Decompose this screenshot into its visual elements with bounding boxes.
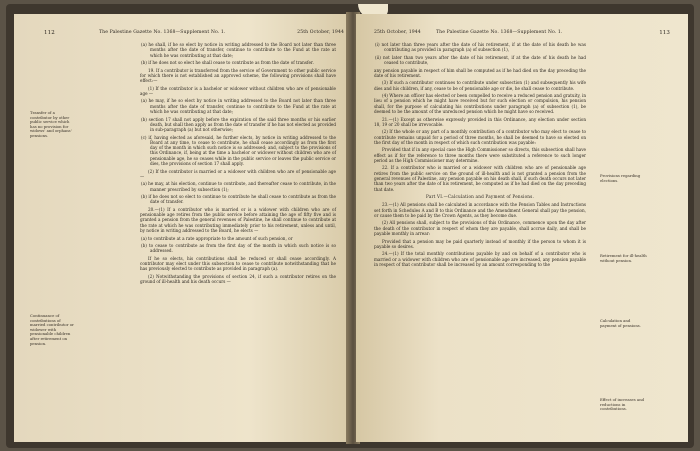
paragraph: (b) if he does not so elect he shall cease to contribute as from the date of transfer.: [141, 60, 314, 66]
right-margin-note-2: Retirement for ill-health without pension.: [600, 253, 647, 263]
paragraph: 23.—(1) All pensions shall be calculated in accordance with the Pension Tables and Instructions set forth in Schedules A and B to this Ordinance and the Amendment General shall pay the pension, or cause them to be paid by the Crown Agents, as they become due.: [374, 202, 586, 218]
paragraph: (1) If the contributor is a bachelor or widower without children who are of pensionable age —: [140, 85, 336, 96]
paragraph: 20.—(1) If a contributor who is married or is a widower with children who are of pensionable age retires from the public service before attaining the age of fifty five and is granted a pension from the general revenues of Palestine, he shall continue to contribute at the rate at which he was contributing immediately prior to his retirement, unless and until, by notice in writing addressed to the Board, he elects —: [140, 206, 336, 234]
left-margin-note-1: Transfer of a contributor by other public service which has no provision for widows' and orphans' pensions.: [30, 110, 72, 138]
paragraph: If he so elects, his contributions shall be reduced or shall cease accordingly. A contributor may elect under this subsection to cease to contribute notwithstanding that he has previously elected to contribute as provided in paragraph (a).: [140, 255, 336, 272]
paragraph: (ii) not later than two years after the date of his retirement, if at the date of his death he had ceased to contribute,: [375, 54, 586, 66]
paragraph: 19. If a contributor is transferred from the service of Government to other public service for which there is not established an approved scheme, the following provisions shall have effect:—: [140, 67, 336, 84]
left-body-text: [140, 42, 336, 287]
paragraph: (a) he may, if he so elect by notice in writing addressed to the Board not later than three months after the date of transfer, continue to contribute to the Fund at the rate at which he was contributing at that date;: [141, 98, 336, 115]
paragraph: 21.—(1) Except as otherwise expressly provided in this Ordinance, any election under section 18, 19 or 20 shall be irrevocable.: [374, 116, 586, 127]
paragraph: (i) not later than three years after the date of his retirement, if at the date of his death he was contributing as provided in paragraph (a) of subsection (1),: [375, 42, 586, 53]
left-header: [44, 30, 344, 36]
left-date: 25th October, 1944: [297, 30, 344, 35]
paragraph: (2) Notwithstanding the provisions of section 24, if such a contributor retires on the ground of ill-health and his death occurs —: [140, 273, 336, 285]
book-spread: [6, 4, 694, 448]
paragraph: (c) if, having elected as aforesaid, he further elects, by notice in writing addressed to the Board at any time, to cease to contribute, he shall cease accordingly as from the first day of the month in which such notice is so addressed; and, subject to the provisions of this Ordinance, if, being at the time a bachelor or widower without children who are of pensionable age, he so ceases while in the public service or leaves the public service or dies, the provisions of section 17 shall apply.: [141, 134, 336, 167]
paragraph: (a) he shall, if he so elect by notice in writing addressed to the Board not later than three months after the date of transfer, continue to contribute to the Fund at the rate at which he was contributing at that date;: [141, 42, 336, 58]
paragraph: (a) he may, at his election, continue to contribute, and thereafter cease to contribute, in the manner prescribed by subsection (1);: [141, 181, 336, 192]
paragraph: 22. If a contributor who is married or a widower with children who are of pensionable age retires from the public service on the ground of ill-health and is not granted a pension from the general revenues of Palestine, any pension payable on his death shall, if such death occurs not later than two years after the date of his retirement, be computed as if he had died on the day preceding that date.: [374, 165, 586, 192]
left-margin-note-2: Continuance of contributions of married contributor or widower with pensionable children after retirement on pension.: [30, 313, 74, 346]
right-page-number: 113: [659, 30, 670, 36]
left-page: [14, 14, 350, 442]
right-margin-note-3: Calculation and payment of pensions.: [600, 318, 641, 328]
part-heading: Part VI.—Calculation and Payment of Pensions.: [426, 194, 534, 200]
paragraph: (2) All pensions shall, subject to the provisions of this Ordinance, commence upon the day after the death of the contributor in respect of whom they are payable, shall accrue daily, and shall be payable monthly in arrear:: [374, 220, 586, 237]
paragraph: (2) If the contributor is married or a widower with children who are of pensionable age —: [140, 168, 336, 179]
right-running-head: The Palestine Gazette No. 1368—Supplement No. 1.: [436, 30, 563, 35]
right-header: [374, 30, 670, 35]
right-margin-note-1: Provisions regarding elections.: [600, 173, 641, 183]
paragraph: (b) to cease to contribute as from the first day of the month in which such notice is so addressed.: [141, 243, 336, 254]
right-body-text: [374, 42, 586, 269]
right-date: 25th October, 1944: [374, 30, 421, 35]
paragraph: (b) section 17 shall not apply before the expiration of the said three months or his earlier death, but shall then apply as from the date of transfer if he has not elected as provided in sub-paragraph (a) but not otherwise;: [141, 116, 336, 133]
paragraph: 24.—(1) If the total monthly contributions payable by and on behalf of a contributor who is married or a widower with children who are of pensionable age are increased, any pension payable in respect of that contributor shall be increased by an amount corresponding to the: [374, 251, 586, 267]
paragraph: (3) If such a contributor continues to contribute under subsection (1) and subsequently his wife dies and his children, if any, cease to be of pensionable age or die, he shall cease to contribute.: [374, 80, 586, 91]
paragraph: Provided that a pension may be paid quarterly instead of monthly if the person to whom it is payable so desires.: [374, 238, 586, 249]
paragraph: (a) to contribute at a rate appropriate to the amount of such pension, or: [141, 235, 293, 241]
left-running-head: The Palestine Gazette No. 1368—Supplement No. 1.: [99, 30, 226, 35]
paragraph: any pension payable in respect of him shall be computed as if he had died on the day preceding the date of his retirement.: [374, 67, 586, 78]
right-page: [356, 14, 688, 442]
right-margin-note-4: Effect of increases and reductions in contributions.: [600, 397, 645, 412]
left-page-number: 112: [44, 30, 55, 36]
paragraph: (b) if he does not so elect to continue to contribute he shall cease to contribute as from the date of transfer.: [141, 194, 336, 205]
paragraph: Provided that if in any special case the High Commissioner so directs, this subsection shall have effect as if for the reference to three months there were substituted a reference to such longer period as the High Commissioner may determine.: [374, 147, 586, 163]
paragraph: (4) Where an officer has elected or been compelled to receive a reduced pension and gratuity, in lieu of a pension which he might have received but for such election or compulsion, his pension shall, for the purpose of calculating his contributions under paragraph (a) of subsection (1), be deemed to be the amount of the unreduced pension which he might have so received.: [374, 93, 586, 115]
paragraph: (2) If the whole or any part of a monthly contribution of a contributor who may elect to cease to contribute remains unpaid for a period of three months, he shall be deemed to have so elected on the first day of the month in respect of which such contribution was payable:: [374, 129, 586, 145]
